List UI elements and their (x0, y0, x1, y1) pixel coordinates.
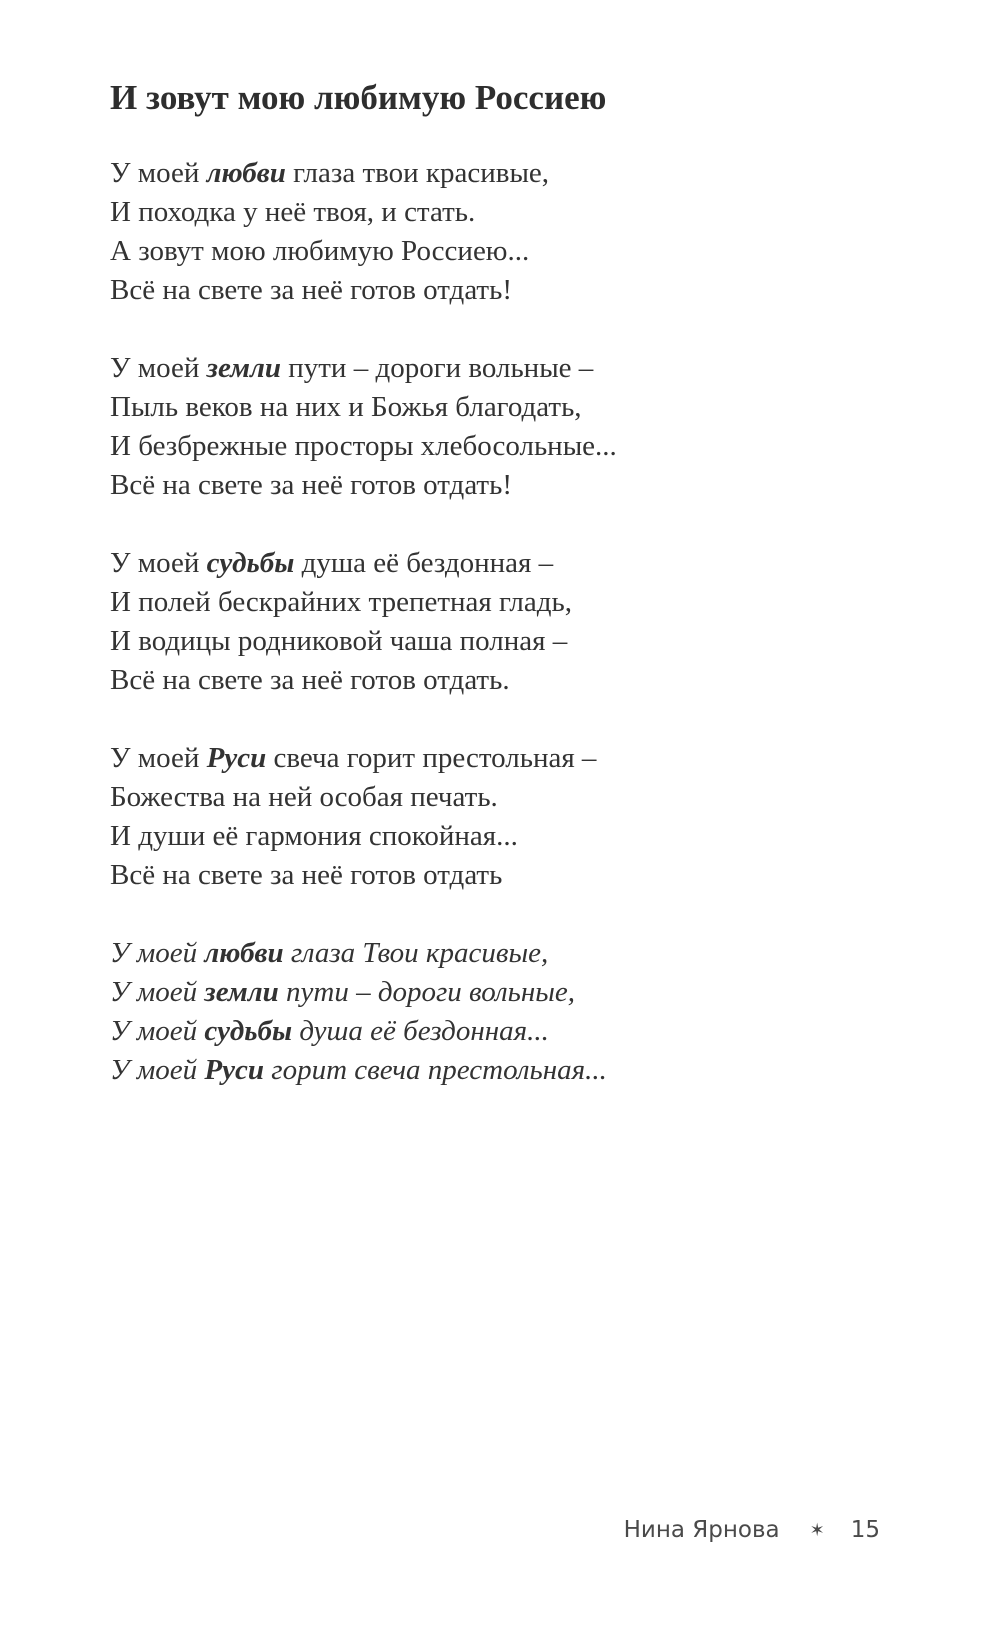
poem-line: И души её гармония спокойная... (110, 820, 518, 852)
poem-line: Пыль веков на них и Божья благодать, (110, 391, 582, 423)
poem-title: И зовут мою любимую Россиею (110, 78, 607, 117)
poem-line: И полей бескрайних трепетная гладь, (110, 586, 572, 618)
star-separator-icon: ✶ (809, 1520, 825, 1541)
poem-line: Божества на ней особая печать. (110, 781, 498, 813)
poem-line: У моей любви глаза твои красивые, (110, 157, 550, 189)
poem-line: У моей судьбы душа её бездонная... (110, 1015, 549, 1047)
poem-line: И водицы родниковой чаша полная – (110, 625, 568, 657)
page-footer (624, 1515, 880, 1546)
poem-line: Всё на свете за неё готов отдать! (110, 469, 512, 501)
poem-line: У моей земли пути – дороги вольные – (110, 352, 594, 384)
poem-line: У моей Руси свеча горит престольная – (110, 742, 597, 774)
page-number: 15 (850, 1517, 880, 1543)
poem-line: И походка у неё твоя, и стать. (110, 196, 476, 228)
poem-line: У моей Руси горит свеча престольная... (110, 1054, 607, 1086)
author-name: Нина Ярнова (623, 1517, 780, 1543)
stanza-1 (110, 154, 617, 310)
poem-line: Всё на свете за неё готов отдать! (110, 274, 512, 306)
stanza-refrain (110, 934, 617, 1090)
poem-line: У моей судьбы душа её бездонная – (110, 547, 554, 579)
poem-body (110, 154, 617, 1129)
poem-line: А зовут мою любимую Россиею... (110, 235, 530, 267)
poem-line: Всё на свете за неё готов отдать. (110, 664, 510, 696)
stanza-2 (110, 349, 617, 505)
poem-line: И безбрежные просторы хлебосольные... (110, 430, 617, 462)
poem-line: У моей земли пути – дороги вольные, (110, 976, 576, 1008)
poem-line: У моей любви глаза Твои красивые, (110, 937, 549, 969)
poem-line: Всё на свете за неё готов отдать (110, 859, 503, 891)
stanza-3 (110, 544, 617, 700)
stanza-4 (110, 739, 617, 895)
